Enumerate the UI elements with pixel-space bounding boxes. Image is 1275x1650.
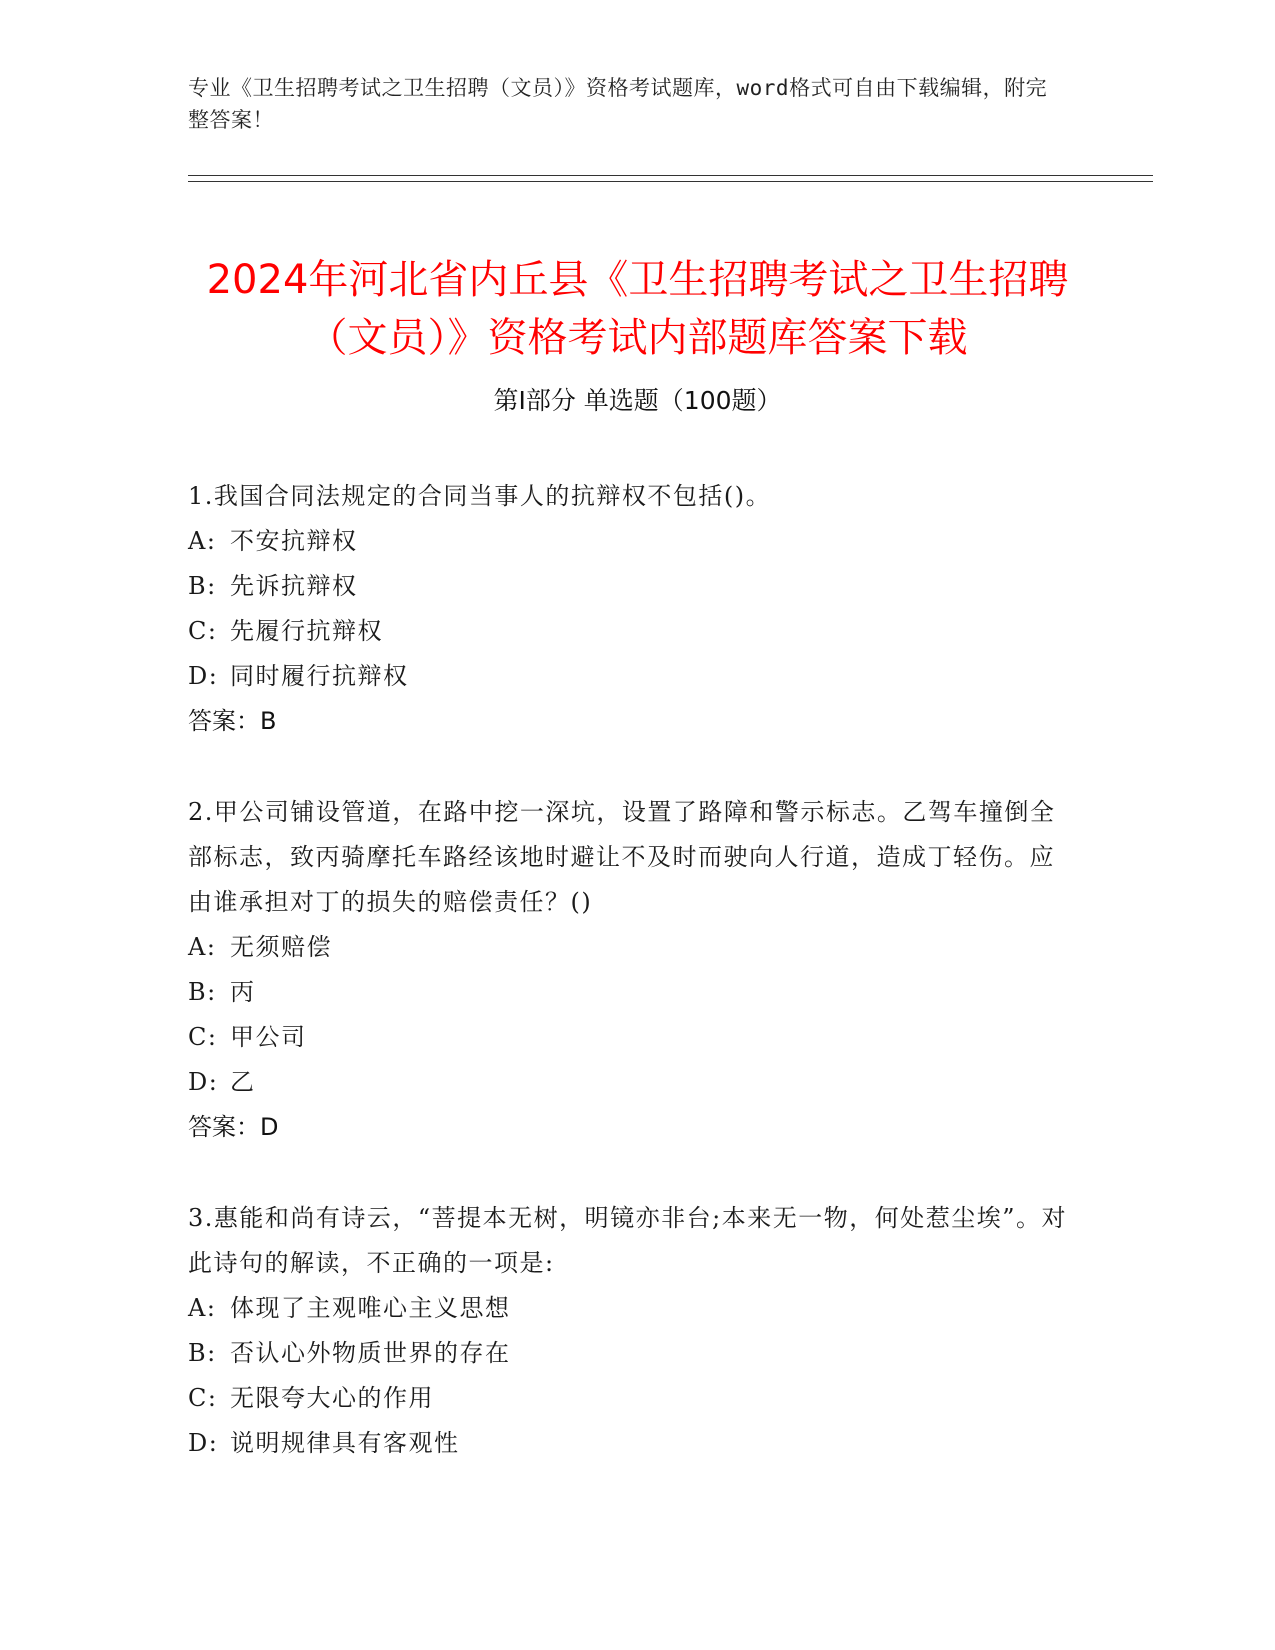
option-letter: A: [188,1294,217,1322]
option-letter: B: [188,1339,217,1367]
document-title: 2024年河北省内丘县《卫生招聘考试之卫生招聘（文员）》资格考试内部题库答案下载 [206,256,1069,361]
answer-line: 答案：B [188,707,277,735]
header-divider-top [188,175,1153,176]
option-a [188,1286,1073,1331]
option-text: 无限夸大心的作用 [230,1384,434,1412]
option-letter: C: [188,1384,218,1412]
question-text: 2.甲公司铺设管道，在路中挖一深坑，设置了路障和警示标志。乙驾车撞倒全部标志，致丙骑摩托车路经该地时避让不及时而驶向人行道，造成丁轻伤。应由谁承担对丁的损失的赔偿责任？() [188,798,1056,916]
option-letter: C: [188,1023,218,1051]
option-c [188,609,1073,654]
option-letter: A: [188,527,217,555]
option-letter: A: [188,933,217,961]
option-letter: B: [188,978,217,1006]
option-letter: B: [188,572,217,600]
option-text: 丙 [230,978,256,1006]
option-b [188,1331,1073,1376]
header-note: 专业《卫生招聘考试之卫生招聘（文员）》资格考试题库，word格式可自由下载编辑，附完整答案！ [188,76,1048,132]
option-text: 先诉抗辩权 [230,572,358,600]
question-text: 1.我国合同法规定的合同当事人的抗辩权不包括()。 [188,482,772,510]
option-text: 甲公司 [230,1023,307,1051]
option-text: 否认心外物质世界的存在 [230,1339,511,1367]
option-letter: D: [188,662,219,690]
option-text: 同时履行抗辩权 [230,662,409,690]
option-a [188,519,1073,564]
option-c [188,1015,1073,1060]
option-text: 乙 [230,1068,256,1096]
question-2 [188,790,1073,1150]
question-list [188,474,1073,1512]
option-b [188,970,1073,1015]
question-1 [188,474,1073,744]
option-letter: D: [188,1429,219,1457]
option-a [188,925,1073,970]
header-divider-bottom [188,181,1153,182]
option-letter: C: [188,617,218,645]
option-text: 说明规律具有客观性 [230,1429,460,1457]
option-d [188,1421,1073,1466]
option-letter: D: [188,1068,219,1096]
question-text: 3.惠能和尚有诗云，“菩提本无树，明镜亦非台;本来无一物，何处惹尘埃”。对此诗句的解读，不正确的一项是: [188,1204,1068,1277]
option-c [188,1376,1073,1421]
option-d [188,654,1073,699]
answer-line: 答案：D [188,1113,279,1141]
option-text: 不安抗辩权 [230,527,358,555]
question-3 [188,1196,1073,1466]
option-text: 先履行抗辩权 [230,617,383,645]
section-heading: 第Ⅰ部分 单选题（100题） [493,386,782,415]
option-d [188,1060,1073,1105]
option-b [188,564,1073,609]
option-text: 体现了主观唯心主义思想 [230,1294,511,1322]
option-text: 无须赔偿 [230,933,332,961]
